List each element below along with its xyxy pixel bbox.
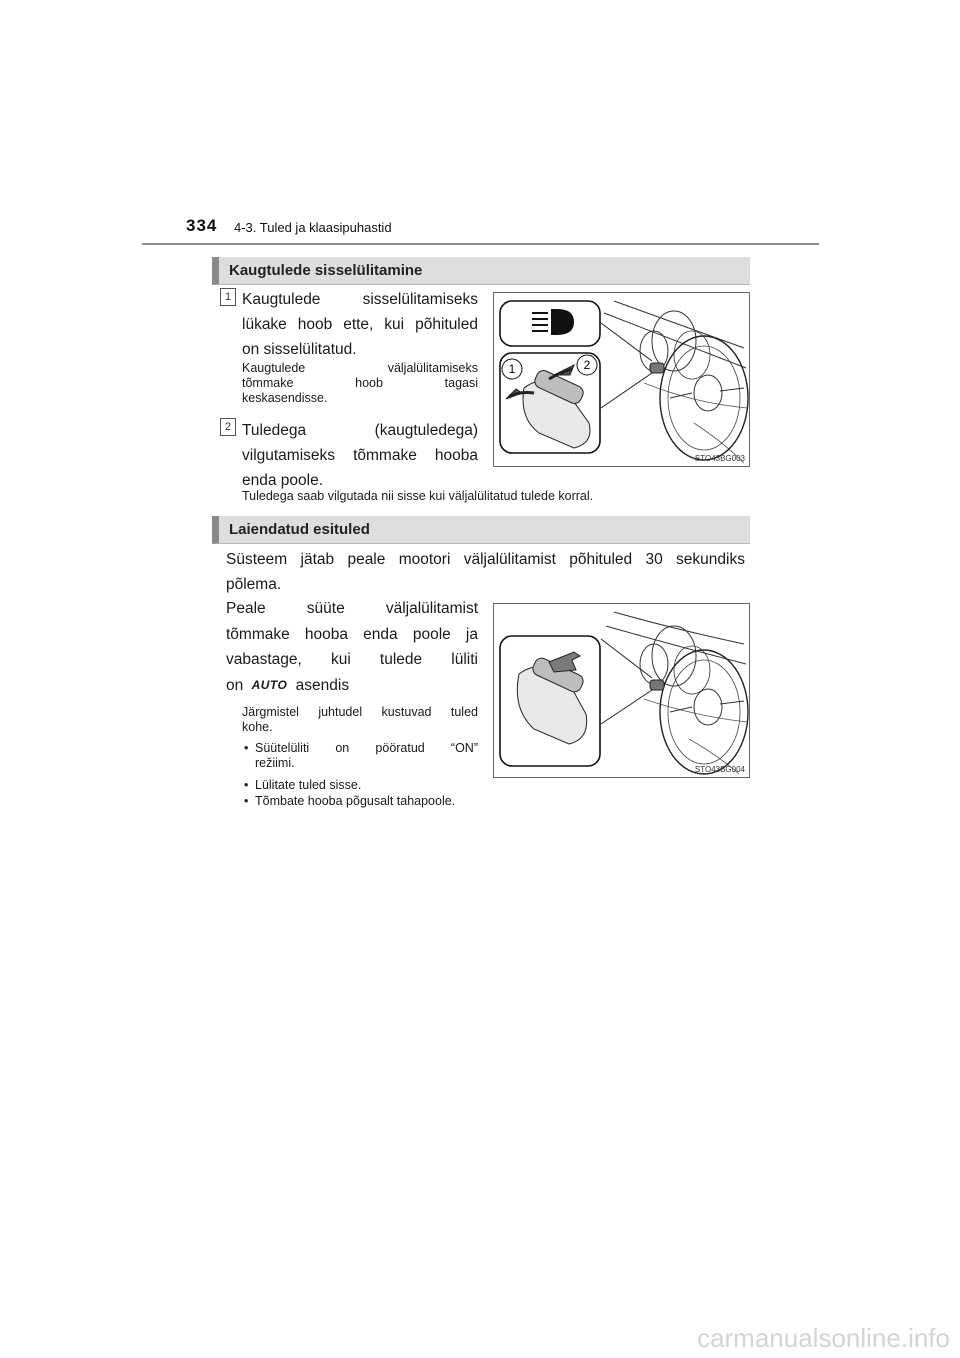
section-heading-extended-headlights bbox=[212, 516, 750, 544]
watermark: carmanualsonline.info bbox=[697, 1323, 950, 1353]
step-2-note: Tuledega saab vilgutada nii sisse kui väljalülitatud tulede korral. bbox=[242, 489, 594, 503]
section-heading-high-beam bbox=[212, 257, 750, 285]
list-item: • Tõmbate hooba põgusalt tahapoole. bbox=[244, 794, 456, 808]
step-1-note: Kaugtulede väljalülitamiseks tõmmake hoob tagasi keskasendisse. bbox=[242, 361, 478, 405]
list-item: • Lülitate tuled sisse. bbox=[244, 778, 362, 792]
section-2-note: Järgmistel juhtudel kustuvad tuled kohe. bbox=[242, 705, 478, 734]
step-number-2: 2 bbox=[220, 418, 236, 436]
step-1-text: Kaugtulede sisselülitamiseks lükake hoob ette, kui põhituled on sisselülitatud. bbox=[242, 291, 478, 358]
lever-illustration bbox=[494, 293, 749, 466]
header-divider bbox=[142, 243, 819, 245]
page-number: 334 bbox=[186, 216, 218, 235]
chapter-title: 4-3. Tuled ja klaasipuhastid bbox=[234, 220, 392, 235]
auto-position-icon: AUTO bbox=[251, 677, 288, 692]
figure-code: STO43BG004 bbox=[694, 765, 745, 774]
section-2-instruction: Peale süüte väljalülitamist tõmmake hooba enda poole ja vabastage, kui tulede lüliti on AUTO asendis bbox=[226, 596, 478, 698]
figure-callout-2: 2 bbox=[583, 358, 591, 372]
step-2-text: Tuledega (kaugtuledega) vilgutamiseks tõmmake hooba enda poole. bbox=[242, 422, 478, 489]
figure-callout-1: 1 bbox=[508, 362, 516, 376]
figure-high-beam-lever bbox=[493, 292, 750, 467]
figure-extended-headlights bbox=[493, 603, 750, 778]
figure-code: STO43BG003 bbox=[694, 454, 745, 463]
step-number-1: 1 bbox=[220, 288, 236, 306]
lever-illustration bbox=[494, 604, 749, 777]
section-2-intro: Süsteem jätab peale mootori väljalülitamist põhituled 30 sekundiks põlema. bbox=[226, 551, 745, 593]
section-title: Laiendatud esituled bbox=[229, 521, 370, 538]
list-item: • Süütelüliti on pööratud “ON” režiimi. bbox=[244, 741, 478, 770]
section-title: Kaugtulede sisselülitamine bbox=[229, 262, 423, 279]
